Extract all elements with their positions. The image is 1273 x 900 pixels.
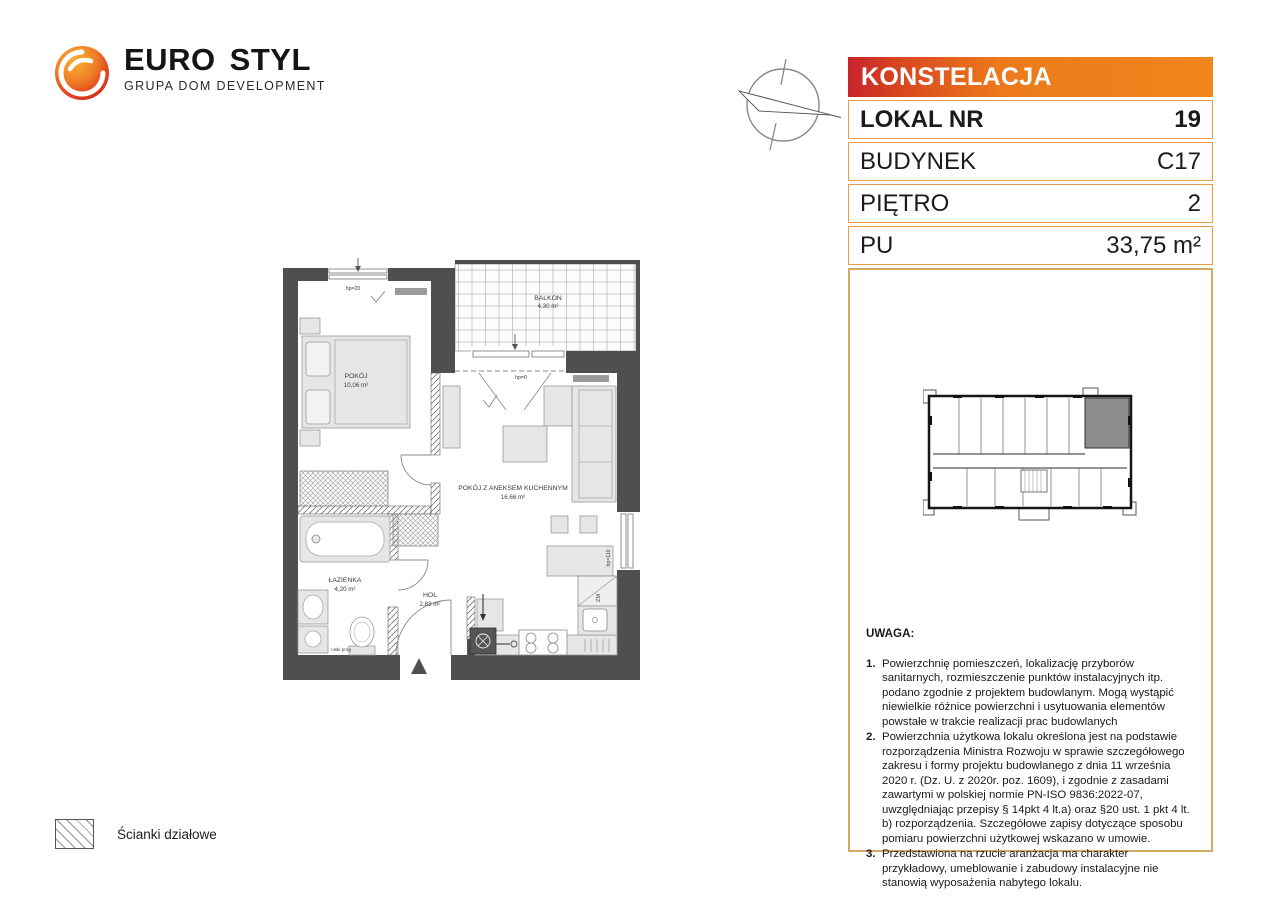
- washing-machine: [298, 626, 328, 653]
- notes-box: [848, 268, 1213, 889]
- legend: [55, 819, 217, 849]
- room-label: HOL: [423, 592, 437, 599]
- hall-wardrobe: [393, 514, 438, 546]
- bedroom-window: [328, 258, 388, 283]
- north-arrow-icon: [723, 53, 843, 153]
- highlighted-unit: [1085, 398, 1129, 448]
- brand-name: EURO STYL: [124, 42, 311, 77]
- project-name-header: KONSTELACJA: [848, 57, 1213, 97]
- tv-cabinet: [443, 386, 460, 448]
- room-area: 4,20 m²: [334, 586, 356, 593]
- room-label: POKÓJ: [344, 373, 368, 380]
- row-value: 19: [1174, 105, 1201, 133]
- coffee-table: [503, 426, 547, 462]
- toilet: [349, 617, 375, 655]
- kitchen-cabinet: [477, 594, 503, 631]
- slope-mark: [371, 291, 385, 302]
- note-item: 3. Przedstawiona na rzucie aranżacja ma charakter przykładowy, umeblowanie i zabudowy instalacyjne nie stanowią wyposażenia nabytego lokalu.: [866, 848, 1159, 889]
- row-lokal-nr: [848, 100, 1213, 139]
- wardrobe: [300, 471, 388, 506]
- entrance-arrow-icon: [411, 658, 427, 674]
- row-label: LOKAL NR: [860, 105, 984, 133]
- door-arcs: [396, 455, 451, 655]
- row-pietro: [848, 184, 1213, 223]
- row-label: PU: [860, 231, 894, 259]
- row-pu: [848, 226, 1213, 265]
- annotation: hp=20: [345, 286, 361, 292]
- stairs: [1021, 470, 1047, 492]
- note-item: 1. Powierzchnię pomieszczeń, lokalizację przyborów sanitarnych, rozmieszczenie punktów instalacyjnych itp. podano zgodnie z projektem budowlanym. Mogą wystąpić niewielkie różnice powierzchni i usytuowania elementów powstałe w trakcie realizacji prac budowlanych: [866, 657, 1174, 728]
- row-value: 2: [1187, 189, 1201, 217]
- room-area: 2,83 m²: [419, 601, 441, 608]
- building-key-plan: [923, 382, 1138, 527]
- annotation: hp=0: [515, 375, 527, 381]
- room-area: 16,66 m²: [500, 494, 526, 501]
- row-label: BUDYNEK: [860, 147, 977, 175]
- brand-tagline: GRUPA DOM DEVELOPMENT: [124, 79, 326, 93]
- dining-set: [547, 516, 613, 576]
- radiator: [573, 375, 609, 382]
- slope-mark: [483, 395, 497, 407]
- room-label: POKÓJ Z ANEKSEM KUCHENNYM: [458, 485, 568, 492]
- living-window: [617, 512, 640, 570]
- room-area: 10,06 m²: [343, 382, 369, 389]
- apartment-floor-plan: [283, 258, 655, 700]
- stove: [519, 630, 567, 655]
- room-label: ŁAZIENKA: [328, 577, 362, 584]
- annotation: niski próg: [331, 647, 351, 652]
- note-item: 2. Powierzchnia użytkowa lokalu określona jest na podstawie rozporządzenia Ministra Rozwoju w sprawie szczegółowego zakresu i formy projektu budowlanego z dnia 11 września 2020 r. (Dz. U. z 2020r. poz. 1609), i zgodnie z zasadami zawartymi w polskiej normie PN-ISO 9836:2022-07, uwzględniając przepisy § 14pkt 4 lt.a) oraz §20 ust. 1 pkt 4 lt. b) rozporządzenia. Szczegółowe zapisy dotyczące sposobu pomiaru powierzchni użytkowej wskazano w umowie.: [866, 731, 1190, 845]
- sink: [583, 609, 607, 631]
- annotation: ZM: [596, 594, 602, 602]
- room-area: 4,30 m²: [537, 303, 559, 310]
- bathtub: [300, 516, 390, 562]
- radiator: [395, 288, 427, 295]
- annotation: hp=110: [606, 549, 612, 567]
- notes-title: UWAGA:: [866, 627, 915, 640]
- logo: [53, 44, 326, 102]
- notes: [866, 627, 1195, 890]
- room-label: BALKON: [534, 295, 562, 302]
- row-budynek: [848, 142, 1213, 181]
- partition-wall-swatch-icon: [55, 819, 94, 849]
- row-value: 33,75 m²: [1106, 231, 1201, 259]
- eurostyl-flame-icon: [53, 44, 111, 102]
- legend-label: Ścianki działowe: [117, 826, 217, 842]
- washbasin: [298, 590, 328, 624]
- row-value: C17: [1156, 147, 1201, 175]
- washer-dishwasher: [470, 628, 496, 654]
- row-label: PIĘTRO: [860, 189, 950, 217]
- unit-info-panel: [848, 57, 1213, 889]
